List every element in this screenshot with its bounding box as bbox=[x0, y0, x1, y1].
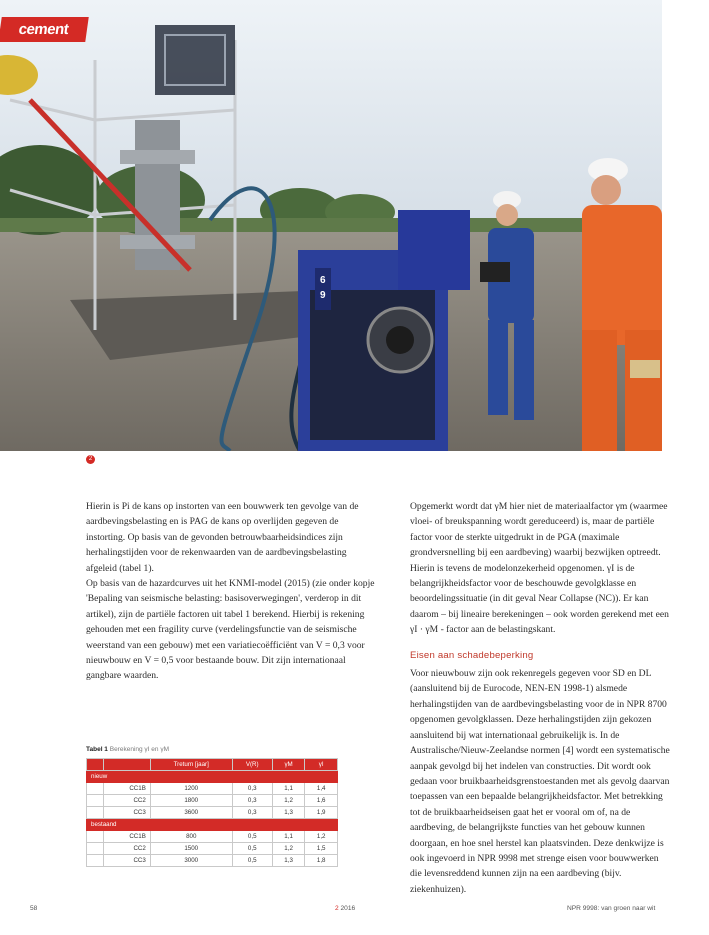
section-heading: Eisen aan schadebeperking bbox=[410, 649, 534, 661]
issue-number: 2 bbox=[335, 905, 339, 912]
table-cell: 1,3 bbox=[272, 807, 305, 819]
table-cell: 1,2 bbox=[305, 831, 338, 843]
table-row bbox=[87, 795, 338, 807]
table-cell: CC3 bbox=[103, 855, 150, 867]
table-cell: 1,6 bbox=[305, 795, 338, 807]
drilling-site-illustration bbox=[0, 0, 662, 451]
table-cell: 0,5 bbox=[232, 843, 272, 855]
table-header-cell: Treturn [jaar] bbox=[150, 759, 232, 771]
photo-marker: 2 bbox=[86, 455, 95, 464]
table-header-row bbox=[87, 759, 338, 771]
table-cell: 1,1 bbox=[272, 783, 305, 795]
table-header-cell bbox=[103, 759, 150, 771]
table-caption bbox=[86, 746, 346, 753]
calculation-table bbox=[86, 758, 338, 867]
table-caption-text: Berekening γI en γM bbox=[109, 746, 169, 753]
table-group-label: bestaand bbox=[87, 819, 338, 831]
left-paragraph-2: Op basis van de hazardcurves uit het KNMI-model (2015) (zie onder kopje 'Bepaling van seismische belasting: basisoverwegingen', verderop in dit artikel), zijn de partiële factoren uit tabel 1 berekend. Hierbij is rekening gehouden met een fragility curve (verdelingsfunctie van de seismische weerstand van een gebouw) met een variatiecoëfficiënt van V = 0,3 voor nieuwbouw en V = 0,5 voor bestaande bouw. Dit zijn internationaal gangbare waarden. bbox=[86, 578, 375, 682]
left-column bbox=[86, 499, 376, 684]
table-cell: 0,3 bbox=[232, 807, 272, 819]
table-cell: 1,5 bbox=[305, 843, 338, 855]
issue-year: 2016 bbox=[340, 905, 356, 912]
table-header-cell: γM bbox=[272, 759, 305, 771]
right-paragraph-1: Opgemerkt wordt dat γM hier niet de materiaalfactor γm (waarmee vloei- of breukspanning wordt gereduceerd) is, maar de partiële factor voor de sterkte uitgedrukt in de PGA (maximale grondversnelling bij een aardbeving) waarbij bezwijken optreedt. Hierin is tevens de modelonzekerheid opgenomen. γI is de belangrijkheidsfactor voor de beschouwde gevolgklasse en beoordelingssituatie (in dit geval Near Collapse (NC)). Er kan daarom – bij lineaire berekeningen – ook worden gerekend met een γI · γM - factor aan de belastingskant. bbox=[410, 501, 669, 636]
rig-number-9: 9 bbox=[320, 290, 326, 301]
right-column bbox=[410, 499, 672, 897]
table-cell: CC2 bbox=[103, 795, 150, 807]
table-cell: 0,3 bbox=[232, 795, 272, 807]
table-cell: CC3 bbox=[103, 807, 150, 819]
section-title: NPR 9998: van groen naar wit bbox=[567, 905, 656, 912]
table-cell: 1,4 bbox=[305, 783, 338, 795]
table-cell: CC2 bbox=[103, 843, 150, 855]
table-header-cell bbox=[87, 759, 104, 771]
table-header-cell: V(R) bbox=[232, 759, 272, 771]
table-cell: 1,2 bbox=[272, 795, 305, 807]
article-photo bbox=[0, 0, 662, 451]
table-group-label: nieuw bbox=[87, 771, 338, 783]
table-cell: 1,1 bbox=[272, 831, 305, 843]
table-row bbox=[87, 783, 338, 795]
table-cell: 800 bbox=[150, 831, 232, 843]
table-cell: 1,3 bbox=[272, 855, 305, 867]
left-paragraph-1: Hierin is Pi de kans op instorten van een bouwwerk ten gevolge van de aardbevingsbelasting en is PAG de kans op overlijden gegeven de instorting. Op basis van de gevonden betrouwbaarheidsindices zijn herhalingstijden voor de rekenwaarden van de aardbevingsbelasting afgeleid (tabel 1). bbox=[86, 501, 359, 574]
table-group-row bbox=[87, 771, 338, 783]
right-paragraph-2: Voor nieuwbouw zijn ook rekenregels gegeven voor SD en DL (aansluitend bij de Eurocode, NEN-EN 1998-1) alsmede herhalingstijden van de aardbevingsbelasting voor de in NPR 8700 opgenomen gevolgklassen. Deze herhalingstijden zijn gekozen aansluitend bij wat internationaal gebruikelijk is. In de Australische/Nieuw-Zeelandse normen [4] wordt een systematische aanpak gevolgd bij het indelen van constructies. Dit wordt ook gedaan voor bruikbaarheidsgrenstoestanden met als gevolg daarvan toepassen van een bepaalde belangrijkheidsfactor. Met betrekking tot de bruikbaarheidseisen gaat het er vooral om of, na de aardbeving, de belangrijkste functies van het gebouw kunnen doorgaan, en hoe snel herstel kan plaatsvinden. Deze denkwijze is ook ingevoerd in NPR 9998 met strenge eisen voor bouwwerken die levensreddend kunnen zijn na een aardbeving (bijv. ziekenhuizen). bbox=[410, 668, 670, 895]
table-cell: 0,5 bbox=[232, 855, 272, 867]
table-row bbox=[87, 855, 338, 867]
table-cell: 0,5 bbox=[232, 831, 272, 843]
table-header-cell: γI bbox=[305, 759, 338, 771]
table-cell: 1,9 bbox=[305, 807, 338, 819]
table-cell: 1500 bbox=[150, 843, 232, 855]
page-number: 58 bbox=[30, 905, 38, 912]
table-cell: 1800 bbox=[150, 795, 232, 807]
magazine-logo: cement bbox=[0, 17, 89, 42]
table-cell: 0,3 bbox=[232, 783, 272, 795]
table-cell: CC1B bbox=[103, 783, 150, 795]
table-row bbox=[87, 807, 338, 819]
table-cell: 3600 bbox=[150, 807, 232, 819]
table-group-row bbox=[87, 819, 338, 831]
issue-info bbox=[335, 905, 355, 912]
table-row bbox=[87, 843, 338, 855]
table-cell: 1,2 bbox=[272, 843, 305, 855]
table-cell: 1,8 bbox=[305, 855, 338, 867]
table-cell: 3000 bbox=[150, 855, 232, 867]
rig-number-6: 6 bbox=[320, 275, 326, 286]
table-cell: 1200 bbox=[150, 783, 232, 795]
table-caption-label: Tabel 1 bbox=[86, 746, 108, 753]
table-row bbox=[87, 831, 338, 843]
table-cell: CC1B bbox=[103, 831, 150, 843]
